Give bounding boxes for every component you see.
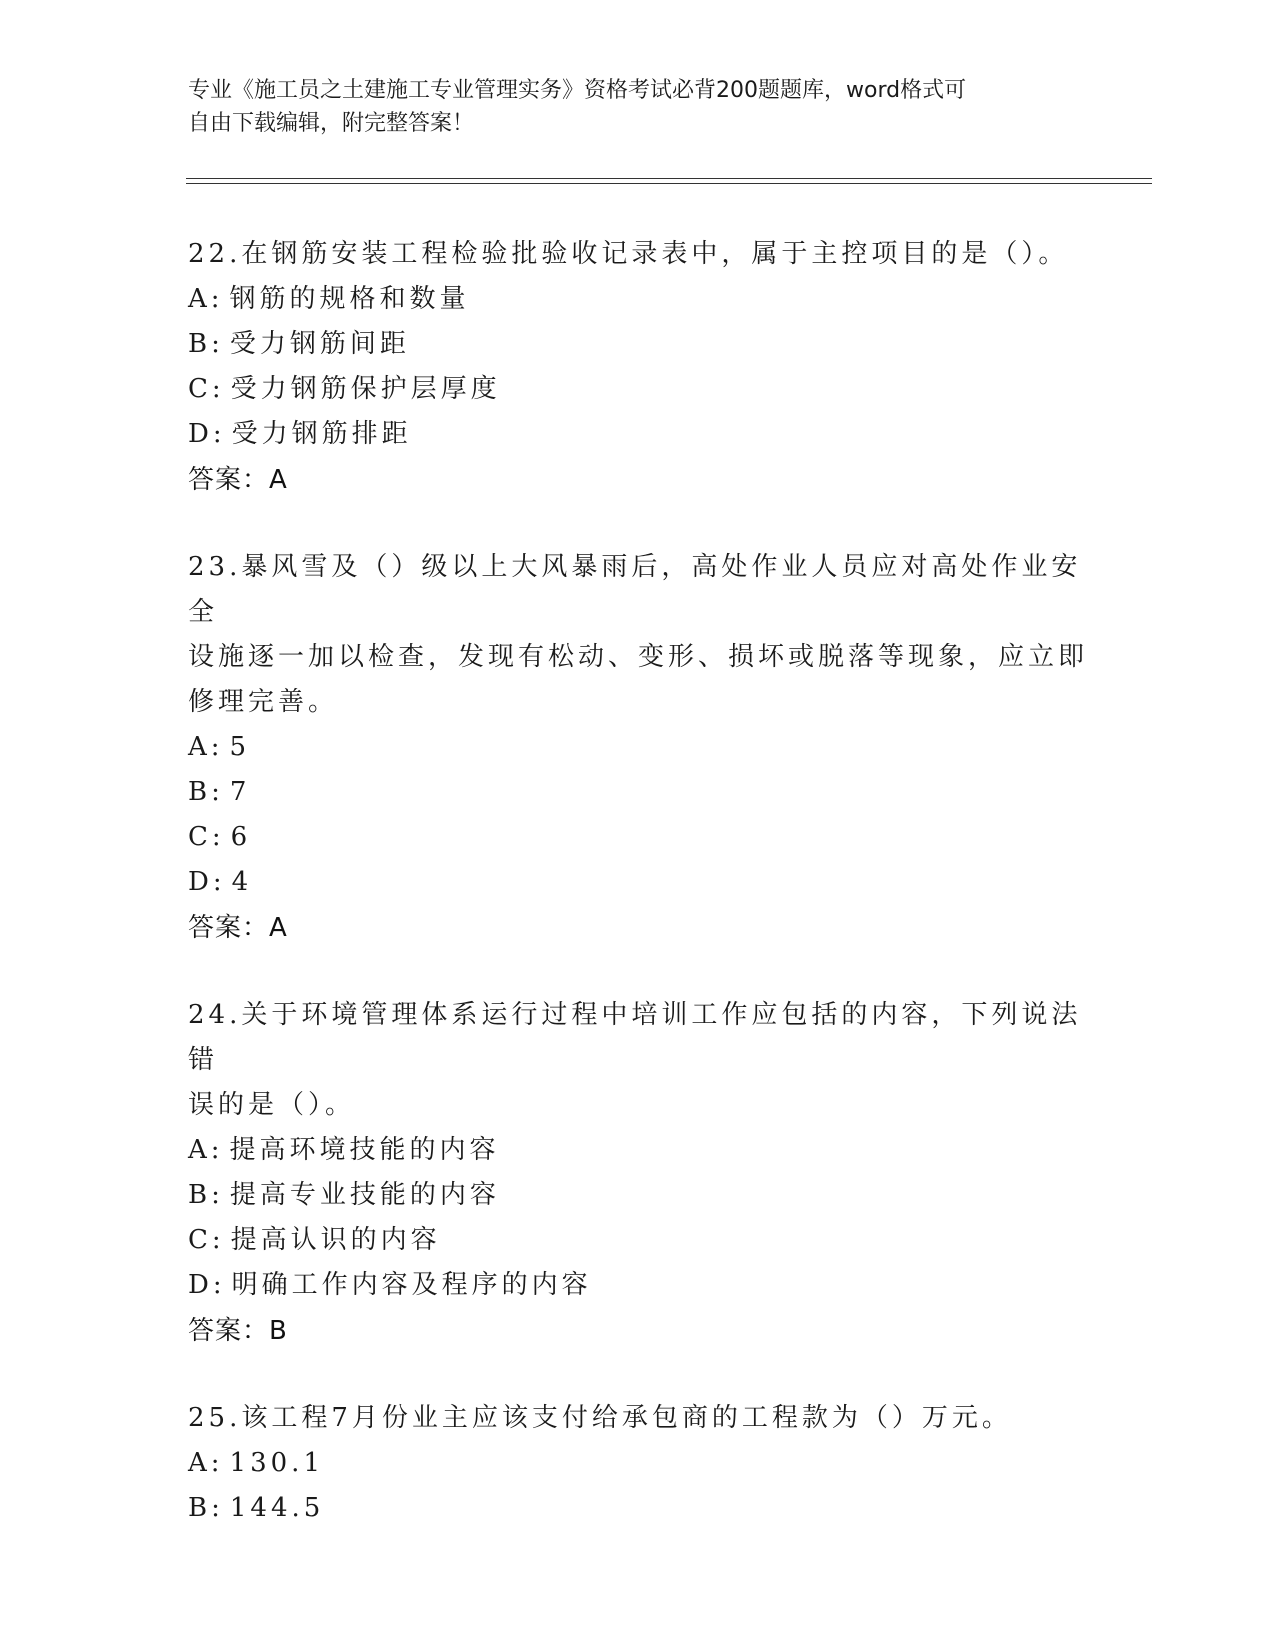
- option-d: [188, 1263, 1088, 1308]
- option-label: C:: [188, 374, 225, 404]
- option-text: 钢筋的规格和数量: [229, 284, 470, 314]
- question-22: [188, 232, 1088, 503]
- document-header: [188, 74, 1068, 140]
- question-text: 设施逐一加以检查，发现有松动、变形、损坏或脱落等现象，应立即: [188, 642, 1089, 672]
- option-text: 提高环境技能的内容: [229, 1135, 500, 1165]
- option-b: [188, 770, 1088, 815]
- question-list: [188, 232, 1088, 1573]
- option-b: [188, 1173, 1088, 1218]
- header-divider-bottom: [186, 183, 1152, 184]
- option-text: 明确工作内容及程序的内容: [231, 1270, 592, 1300]
- answer-line: 答案：B: [188, 1316, 288, 1346]
- option-label: A:: [188, 284, 224, 314]
- option-label: B:: [188, 329, 224, 359]
- answer-line: 答案：A: [188, 465, 288, 495]
- option-label: A:: [188, 1448, 224, 1478]
- question-text: 修理完善。: [188, 687, 339, 717]
- option-text: 144.5: [229, 1493, 325, 1523]
- header-divider-top: [186, 178, 1152, 179]
- option-label: A:: [188, 1135, 224, 1165]
- option-text: 4: [231, 867, 253, 897]
- option-c: [188, 815, 1088, 860]
- option-a: [188, 1128, 1088, 1173]
- question-text: 误的是（）。: [188, 1090, 356, 1120]
- option-text: 6: [230, 822, 252, 852]
- option-label: C:: [188, 822, 225, 852]
- option-text: 受力钢筋排距: [231, 419, 412, 449]
- option-label: D:: [188, 867, 226, 897]
- option-label: D:: [188, 1270, 226, 1300]
- option-text: 7: [229, 777, 251, 807]
- option-text: 受力钢筋间距: [229, 329, 410, 359]
- option-label: D:: [188, 419, 226, 449]
- question-text: 25.该工程7月份业主应该支付给承包商的工程款为（）万元。: [188, 1403, 1012, 1433]
- header-line-2: 自由下载编辑，附完整答案！: [188, 111, 475, 136]
- option-b: [188, 322, 1088, 367]
- option-text: 受力钢筋保护层厚度: [230, 374, 501, 404]
- option-c: [188, 1218, 1088, 1263]
- option-d: [188, 860, 1088, 905]
- option-a: [188, 725, 1088, 770]
- question-text: 22.在钢筋安装工程检验批验收记录表中，属于主控项目的是（）。: [188, 239, 1069, 269]
- option-label: A:: [188, 732, 224, 762]
- question-25: [188, 1396, 1088, 1531]
- option-text: 130.1: [229, 1448, 324, 1478]
- option-b: [188, 1486, 1088, 1531]
- option-label: B:: [188, 1180, 224, 1210]
- option-text: 提高专业技能的内容: [229, 1180, 500, 1210]
- question-text: 24.关于环境管理体系运行过程中培训工作应包括的内容，下列说法错: [188, 1000, 1082, 1075]
- option-a: [188, 277, 1088, 322]
- option-d: [188, 412, 1088, 457]
- question-text: 23.暴风雪及（）级以上大风暴雨后，高处作业人员应对高处作业安全: [188, 552, 1082, 627]
- question-24: [188, 993, 1088, 1354]
- question-23: [188, 545, 1088, 951]
- option-label: B:: [188, 1493, 224, 1523]
- option-label: C:: [188, 1225, 225, 1255]
- answer-line: 答案：A: [188, 913, 288, 943]
- option-a: [188, 1441, 1088, 1486]
- option-label: B:: [188, 777, 224, 807]
- option-text: 提高认识的内容: [230, 1225, 441, 1255]
- option-text: 5: [229, 732, 251, 762]
- header-line-1: 专业《施工员之土建施工专业管理实务》资格考试必背200题题库，word格式可: [188, 78, 967, 103]
- option-c: [188, 367, 1088, 412]
